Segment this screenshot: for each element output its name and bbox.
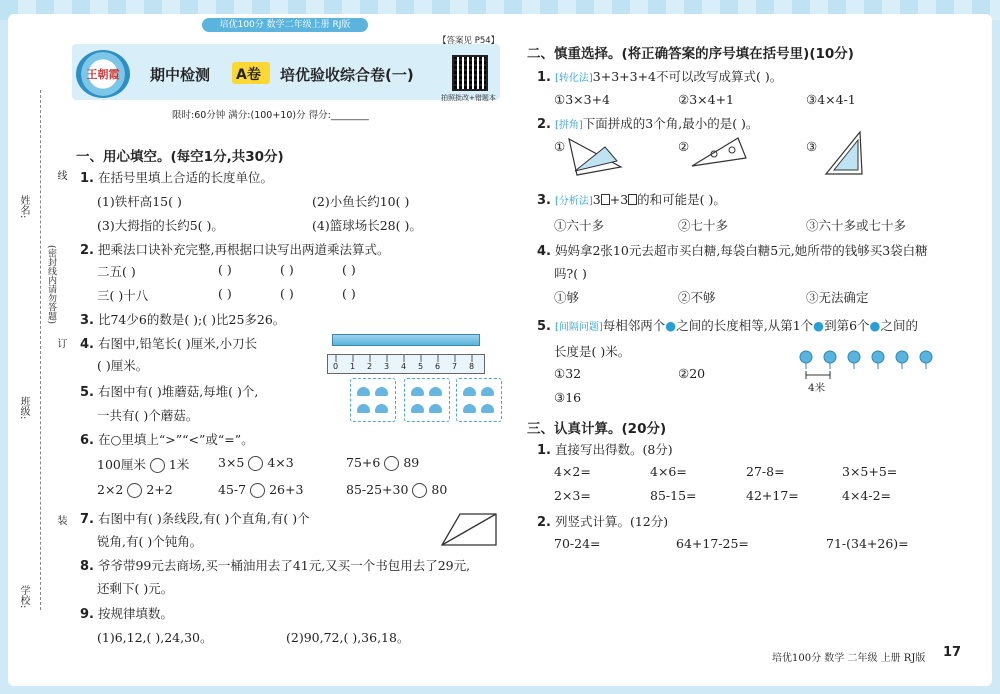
choice-option[interactable]: ②	[678, 139, 690, 154]
oral-calc[interactable]: 85-15=	[650, 488, 697, 503]
question-4[interactable]: 4. 右图中,铅笔长( )厘米,小刀长	[80, 336, 258, 352]
angle-figure-2	[690, 136, 750, 170]
answer-blank[interactable]: (1)铁杆高15( )	[97, 194, 182, 209]
choice-option[interactable]: ①3×3+4	[554, 92, 611, 107]
digit-box	[628, 194, 637, 205]
choice-question-2[interactable]: 2. [拼角]下面拼成的3个角,最小的是( )。	[537, 116, 759, 132]
question-4-cont[interactable]: ( )厘米。	[97, 358, 149, 373]
answer-blank[interactable]: ( )	[342, 286, 356, 301]
compare-item[interactable]: 75+6 89	[346, 455, 420, 470]
answer-blank[interactable]: (3)大拇指的长约5( )。	[97, 218, 224, 233]
answer-blank[interactable]: ( )	[218, 286, 232, 301]
choice-option[interactable]: ②七十多	[678, 218, 729, 233]
lollipop-icon: ●	[813, 318, 825, 333]
choice-question-5-cont[interactable]: 长度是( )米。	[554, 344, 631, 359]
choice-option[interactable]: ①	[554, 139, 566, 154]
qr-caption: 拍照批改+错题本	[441, 94, 496, 102]
choice-option[interactable]: ③16	[554, 390, 582, 405]
question-7[interactable]: 7. 右图中有( )条线段,有( )个直角,有( )个	[80, 511, 310, 527]
choice-option[interactable]: ③	[806, 139, 818, 154]
exam-meta: 限时:60分钟 满分:(100+10)分 得分:________	[172, 110, 369, 121]
ruler-tick-label: 7	[452, 362, 458, 371]
seal-mark: 线	[55, 170, 66, 180]
ruler-tick-label: 2	[367, 362, 373, 371]
ruler-tick-label: 8	[469, 362, 475, 371]
angle-figure-3	[818, 130, 868, 178]
footer-text: 培优100分 数学 二年级 上册 RJ版	[772, 653, 926, 664]
question-9: 9. 按规律填数。	[80, 606, 173, 622]
compare-circle	[248, 456, 263, 471]
choice-question-4[interactable]: 4. 妈妈拿2张10元去超市买白糖,每袋白糖5元,她所带的钱够买3袋白糖	[537, 243, 928, 259]
mushroom-pile	[350, 378, 396, 422]
vertical-calc[interactable]: 70-24=	[554, 536, 601, 551]
dimension-label: 4米	[808, 382, 826, 394]
digit-box	[601, 194, 610, 205]
lollipop-icon: ●	[869, 318, 881, 333]
ruler-tick-label: 4	[401, 362, 407, 371]
compare-item[interactable]: 100厘米 1米	[97, 457, 190, 472]
answer-reference: 【答案见 P54】	[438, 36, 500, 46]
question-6: 6. 在○里填上“>”“<”或“=”。	[80, 432, 254, 448]
mushroom-pile	[456, 378, 502, 422]
question-3[interactable]: 3. 比74少6的数是( );( )比25多26。	[80, 312, 286, 328]
calc-question-1: 1. 直接写出得数。(8分)	[537, 442, 673, 458]
ruler-tick-label: 0	[333, 362, 339, 371]
answer-blank[interactable]: 二五( )	[97, 264, 136, 279]
choice-option[interactable]: ②3×4+1	[678, 92, 735, 107]
oral-calc[interactable]: 3×5+5=	[842, 464, 898, 479]
answer-blank[interactable]: ( )	[342, 262, 356, 277]
oral-calc[interactable]: 42+17=	[746, 488, 799, 503]
choice-question-5[interactable]: 5. [间隔问题]每相邻两个●之间的长度相等,从第1个●到第6个●之间的	[537, 318, 918, 334]
vertical-calc[interactable]: 71-(34+26)=	[826, 536, 909, 551]
section-2-title: 二、慎重选择。(将正确答案的序号填在括号里)(10分)	[527, 46, 854, 62]
choice-option[interactable]: ①32	[554, 366, 582, 381]
answer-blank[interactable]: 三( )十八	[97, 288, 149, 303]
a-key-label: A卷	[236, 67, 261, 83]
compare-circle	[384, 456, 399, 471]
choice-option[interactable]: ③4×4-1	[806, 92, 856, 107]
question-5[interactable]: 5. 右图中有( )堆蘑菇,每堆( )个,	[80, 384, 259, 400]
oral-calc[interactable]: 4×4-2=	[842, 488, 892, 503]
pencil-image	[332, 334, 480, 346]
top-band: 培优100分 数学二年级上册 RJ版	[202, 18, 368, 32]
page-number: 17	[943, 645, 962, 660]
ruler-tick-label: 1	[350, 362, 356, 371]
section-3-title: 三、认真计算。(20分)	[527, 421, 667, 437]
choice-option[interactable]: ①够	[554, 290, 580, 305]
oral-calc[interactable]: 27-8=	[746, 464, 785, 479]
seal-note: (密封线内请勿答题)	[46, 245, 56, 325]
compare-item[interactable]: 45-7 26+3	[218, 482, 304, 497]
compare-item[interactable]: 2×2 2+2	[97, 482, 173, 497]
choice-question-4-cont[interactable]: 吗?( )	[554, 266, 587, 281]
choice-option[interactable]: ②不够	[678, 290, 716, 305]
mushroom-pile	[404, 378, 450, 422]
calc-question-2: 2. 列竖式计算。(12分)	[537, 514, 669, 530]
choice-option[interactable]: ①六十多	[554, 218, 605, 233]
choice-option[interactable]: ③六十多或七十多	[806, 218, 907, 233]
exam-subtitle: 培优验收综合卷(一)	[280, 66, 414, 84]
ruler-image	[327, 354, 485, 374]
compare-circle	[412, 483, 427, 498]
oral-calc[interactable]: 2×3=	[554, 488, 591, 503]
answer-blank[interactable]: (4)篮球场长28( )。	[312, 218, 422, 233]
seal-mark: 装	[55, 515, 66, 525]
question-8-cont[interactable]: 还剩下( )元。	[97, 581, 174, 596]
answer-blank[interactable]: (1)6,12,( ),24,30。	[97, 630, 213, 645]
question-7-cont[interactable]: 锐角,有( )个钝角。	[97, 534, 203, 549]
class-label: 班级:	[18, 396, 29, 420]
lollipop-icon: ●	[665, 318, 677, 333]
brand-logo: 王朝霞	[76, 50, 130, 98]
ruler-tick-label: 6	[435, 362, 441, 371]
question-8[interactable]: 8. 爷爷带99元去商场,买一桶油用去了41元,又买一个书包用去了29元,	[80, 558, 471, 574]
oral-calc[interactable]: 4×6=	[650, 464, 687, 479]
exam-title: 期中检测	[150, 66, 211, 84]
oral-calc[interactable]: 4×2=	[554, 464, 591, 479]
compare-item[interactable]: 85-25+30 80	[346, 482, 448, 497]
choice-question-3[interactable]: 3. [分析法]3 +3 的和可能是( )。	[537, 192, 726, 208]
answer-blank[interactable]: ( )	[280, 262, 294, 277]
choice-question-1[interactable]: 1. [转化法]3+3+3+4不可以改写成算式( )。	[537, 69, 783, 85]
question-1: 1. 在括号里填上合适的长度单位。	[80, 170, 273, 186]
seal-mark: 订	[55, 338, 66, 348]
angle-figure-1	[565, 133, 625, 179]
compare-circle	[250, 483, 265, 498]
choice-option[interactable]: ②20	[678, 366, 706, 381]
school-label: 学校:	[18, 585, 29, 609]
answer-blank[interactable]: (2)90,72,( ),36,18。	[286, 630, 410, 645]
question-5-cont[interactable]: 一共有( )个蘑菇。	[97, 408, 199, 423]
section-1-title: 一、用心填空。(每空1分,共30分)	[76, 149, 284, 165]
compare-item[interactable]: 3×5 4×3	[218, 455, 294, 470]
compare-circle	[127, 483, 142, 498]
answer-blank[interactable]: (2)小鱼长约10( )	[312, 194, 410, 209]
vertical-calc[interactable]: 64+17-25=	[676, 536, 749, 551]
ruler-tick-label: 3	[384, 362, 390, 371]
binding-line	[40, 90, 41, 610]
answer-blank[interactable]: ( )	[218, 262, 232, 277]
name-label: 姓名:	[18, 195, 29, 219]
trapezoid-figure	[440, 512, 500, 548]
choice-option[interactable]: ③无法确定	[806, 290, 869, 305]
question-2: 2. 把乘法口诀补充完整,再根据口诀写出两道乘法算式。	[80, 242, 390, 258]
answer-blank[interactable]: ( )	[280, 286, 294, 301]
ruler-tick-label: 5	[418, 362, 424, 371]
compare-circle	[150, 458, 165, 473]
